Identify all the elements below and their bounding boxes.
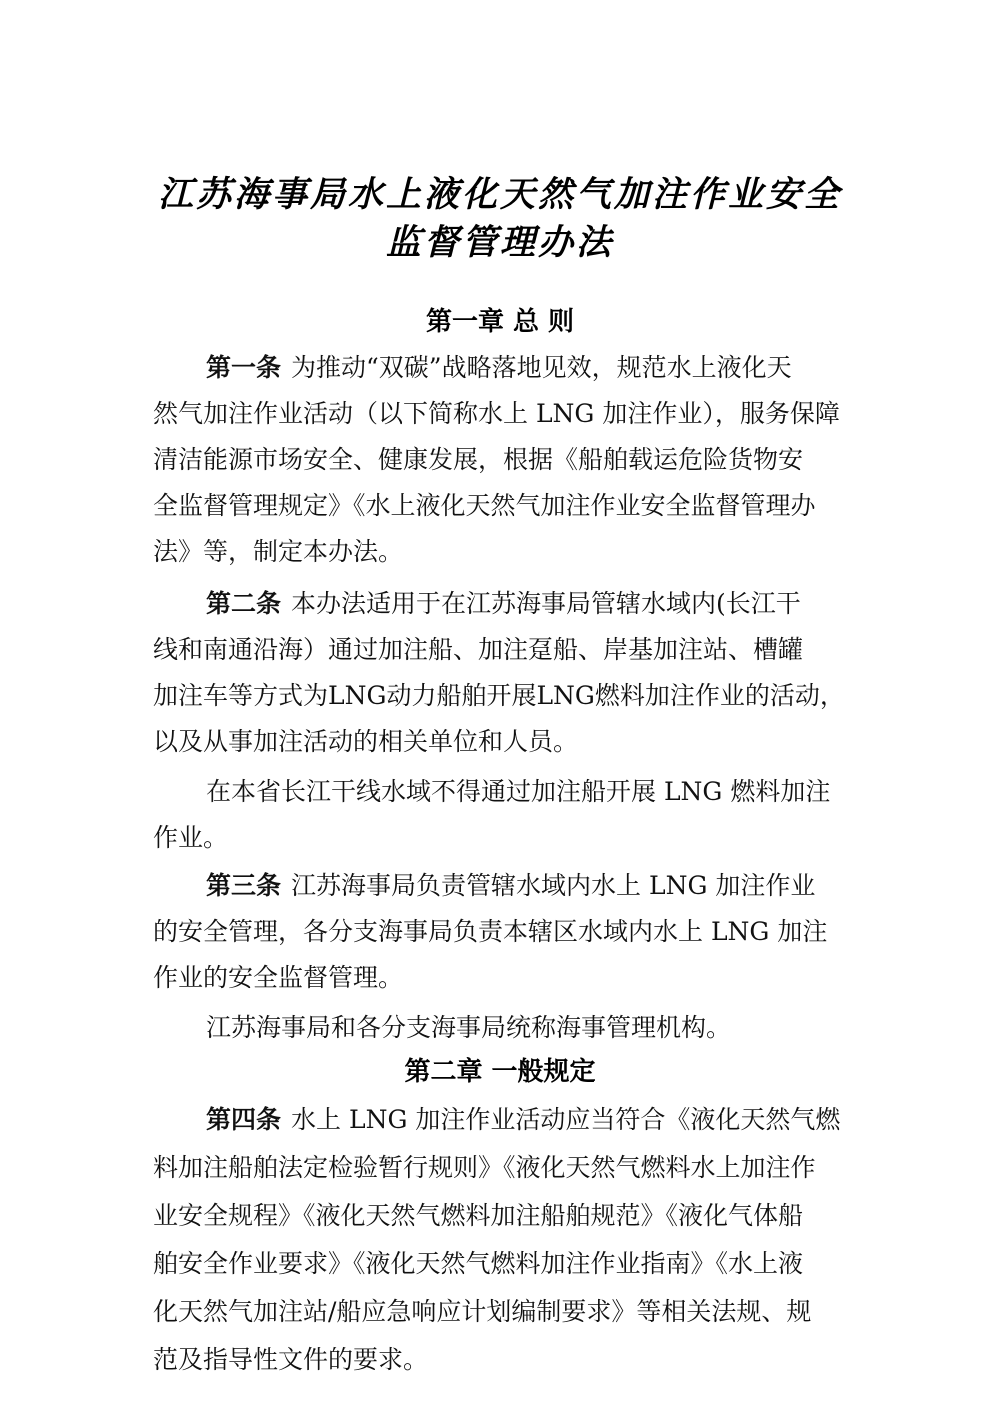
article-2-line-3: 加注车等方式为LNG动力船舶开展LNG燃料加注作业的活动，	[153, 681, 845, 710]
chapter-2-heading: 第二章 一般规定	[404, 1057, 596, 1087]
article-2-para-2-line-1: 在本省长江干线水域不得通过加注船开展 LNG 燃料加注	[206, 777, 831, 806]
article-4-line-1	[206, 1100, 853, 1140]
article-2-text: 本办法适用于在江苏海事局管辖水域内(长江干	[291, 589, 801, 618]
article-4-label: 第四条	[206, 1105, 282, 1134]
article-4-line-6: 范及指导性文件的要求。	[153, 1345, 429, 1374]
article-2-line-2: 线和南通沿海）通过加注船、加注趸船、岸基加注站、槽罐	[153, 635, 804, 664]
article-2-line-4: 以及从事加注活动的相关单位和人员。	[153, 727, 579, 756]
article-3-line-2: 的安全管理，各分支海事局负责本辖区水域内水上 LNG 加注	[153, 917, 828, 946]
chapter-1-heading: 第一章 总 则	[425, 307, 575, 337]
article-2-label: 第二条	[206, 589, 282, 618]
article-3-para-2: 江苏海事局和各分支海事局统称海事管理机构。	[206, 1013, 732, 1042]
article-4-line-3: 业安全规程》《液化天然气燃料加注船舶规范》《液化气体船	[153, 1201, 804, 1230]
article-3-label: 第三条	[206, 871, 282, 900]
article-1-line-1	[206, 348, 853, 388]
article-4-line-5: 化天然气加注站/船应急响应计划编制要求》等相关法规、规	[153, 1297, 812, 1326]
article-1-line-5: 法》等，制定本办法。	[153, 537, 404, 566]
article-3-text: 江苏海事局负责管辖水域内水上 LNG 加注作业	[291, 871, 816, 900]
article-1-line-4: 全监督管理规定》《水上液化天然气加注作业安全监督管理办	[153, 491, 816, 520]
article-2-line-1	[206, 584, 853, 624]
article-2-para-2-line-2: 作业。	[153, 823, 229, 852]
article-1-text: 为推动“双碳”战略落地见效，规范水上液化天	[291, 353, 792, 382]
document-title-line-1: 江苏海事局水上液化天然气加注作业安全	[157, 174, 842, 215]
article-1-line-3: 清洁能源市场安全、健康发展，根据《船舶载运危险货物安	[153, 445, 804, 474]
article-1-label: 第一条	[206, 353, 282, 382]
article-4-line-4: 舶安全作业要求》《液化天然气燃料加注作业指南》《水上液	[153, 1249, 804, 1278]
document-title-line-2: 监督管理办法	[385, 222, 614, 263]
article-4-line-2: 料加注船舶法定检验暂行规则》《液化天然气燃料水上加注作	[153, 1153, 816, 1182]
article-4-text: 水上 LNG 加注作业活动应当符合《液化天然气燃	[291, 1105, 841, 1134]
article-3-line-3: 作业的安全监督管理。	[153, 963, 404, 992]
article-3-line-1	[206, 866, 853, 906]
article-1-line-2: 然气加注作业活动（以下简称水上 LNG 加注作业），服务保障	[153, 399, 840, 428]
